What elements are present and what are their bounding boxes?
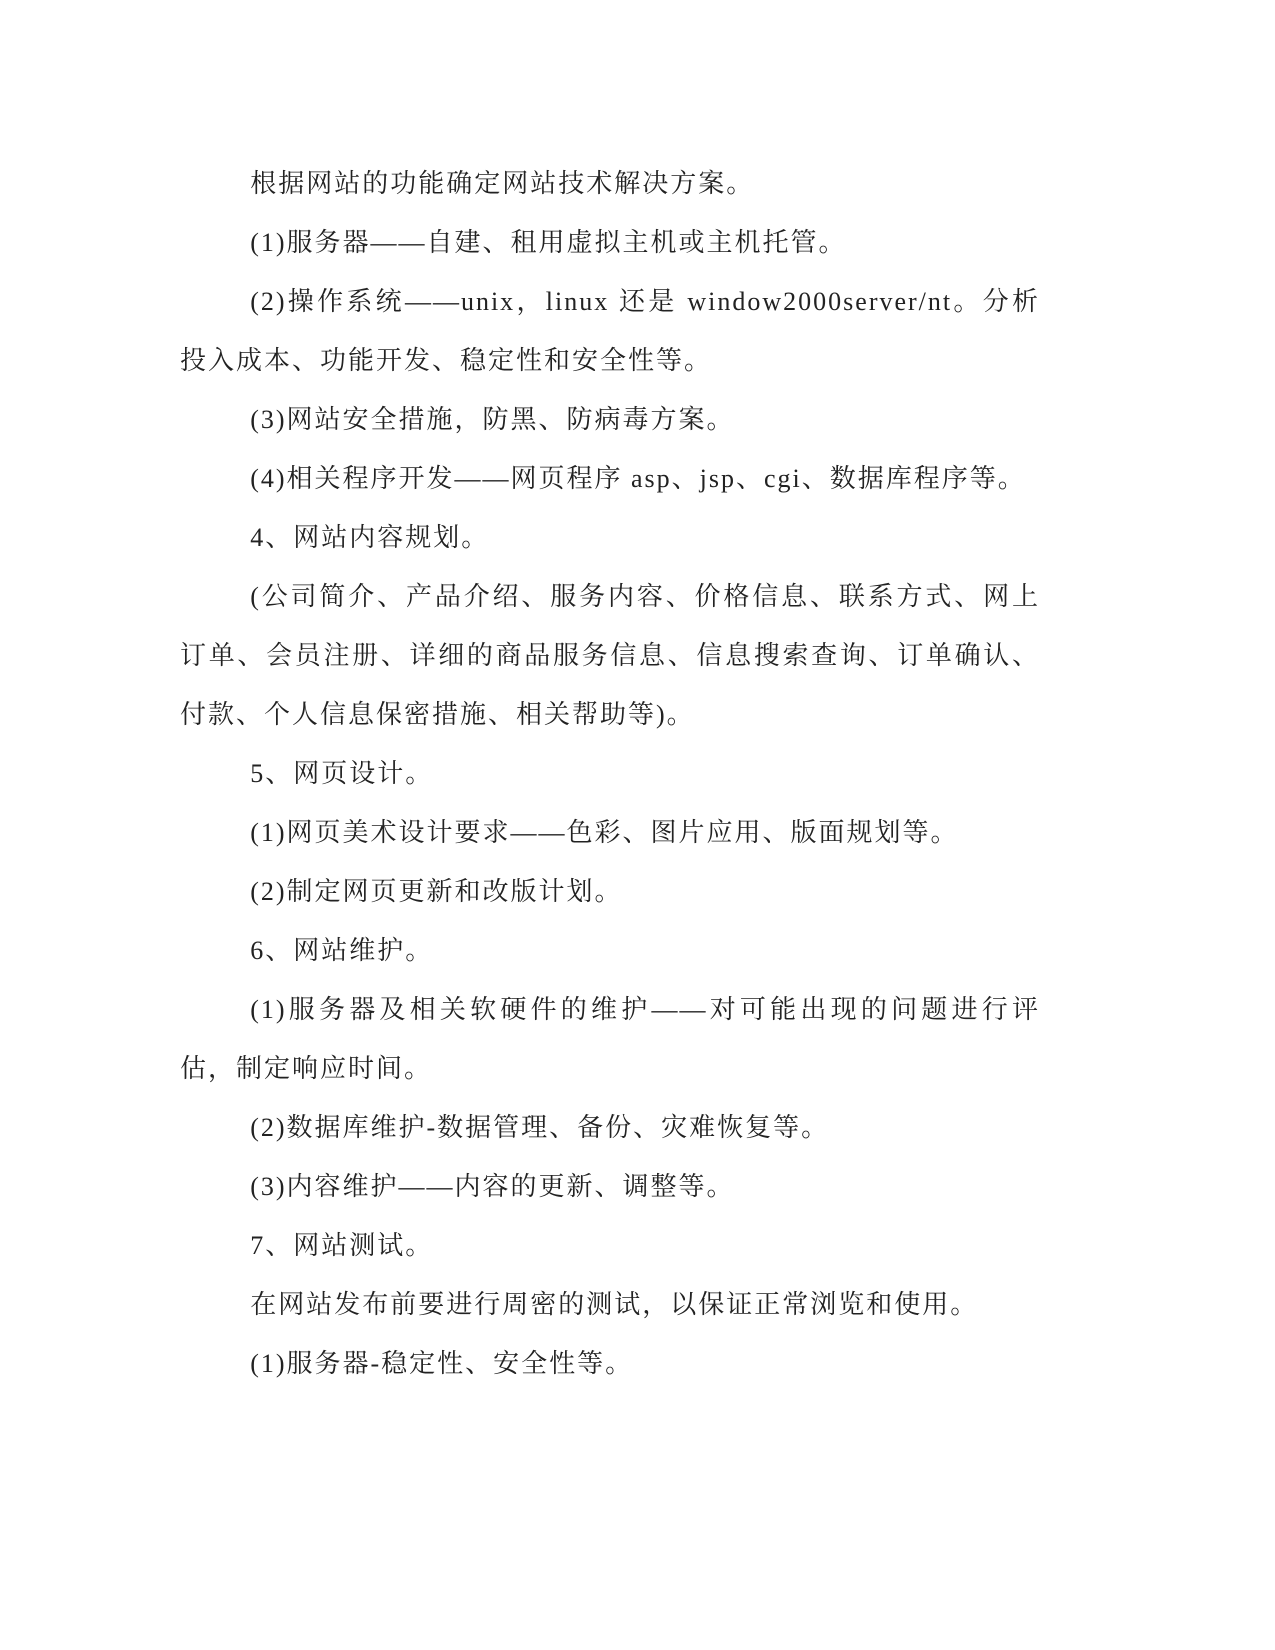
list-item-update-plan: (2)制定网页更新和改版计划。 — [250, 877, 623, 906]
list-item-security: (3)网站安全措施，防黑、防病毒方案。 — [250, 405, 735, 434]
list-item-art-design: (1)网页美术设计要求——色彩、图片应用、版面规划等。 — [250, 818, 959, 847]
document-body — [180, 154, 1040, 1393]
testing-paragraph: 在网站发布前要进行周密的测试，以保证正常浏览和使用。 — [250, 1290, 979, 1319]
intro-paragraph: 根据网站的功能确定网站技术解决方案。 — [250, 169, 755, 198]
list-item-server-maintenance: (1)服务器及相关软硬件的维护——对可能出现的问题进行评估，制定响应时间。 — [180, 995, 1040, 1083]
section-heading-web-design: 5、网页设计。 — [250, 759, 434, 788]
list-item-program-development: (4)相关程序开发——网页程序 asp、jsp、cgi、数据库程序等。 — [250, 464, 1026, 493]
section-heading-testing: 7、网站测试。 — [250, 1231, 434, 1260]
section-heading-maintenance: 6、网站维护。 — [250, 936, 434, 965]
list-item-content-maintenance: (3)内容维护——内容的更新、调整等。 — [250, 1172, 735, 1201]
section-heading-content-planning: 4、网站内容规划。 — [250, 523, 490, 552]
list-item-operating-system: (2)操作系统——unix，linux 还是 window2000server/nt。分析投入成本、功能开发、稳定性和安全性等。 — [180, 287, 1040, 375]
list-item-server-testing: (1)服务器-稳定性、安全性等。 — [250, 1349, 634, 1378]
list-item-database-maintenance: (2)数据库维护-数据管理、备份、灾难恢复等。 — [250, 1113, 830, 1142]
list-item-server: (1)服务器——自建、租用虚拟主机或主机托管。 — [250, 228, 847, 257]
content-planning-paragraph: (公司简介、产品介绍、服务内容、价格信息、联系方式、网上订单、会员注册、详细的商品服务信息、信息搜索查询、订单确认、付款、个人信息保密措施、相关帮助等)。 — [180, 582, 1040, 729]
